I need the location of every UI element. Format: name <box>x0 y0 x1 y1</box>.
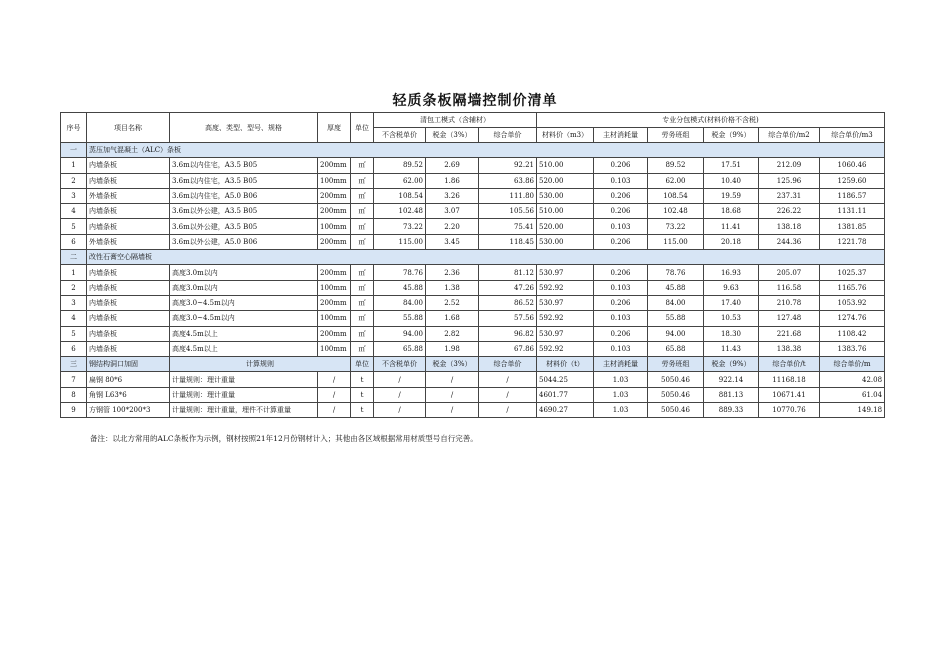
table-cell: 530.00 <box>537 188 594 203</box>
table-row <box>61 188 885 203</box>
table-cell: 3.6m以外公建，A3.5 B05 <box>170 204 318 219</box>
table-cell: 45.88 <box>648 280 704 295</box>
table-cell: 100mm <box>318 173 351 188</box>
table-cell: 内墙条板 <box>87 280 170 295</box>
table-cell: t <box>351 372 374 387</box>
table-cell: 高度3.0m以内 <box>170 265 318 280</box>
table-cell: 111.80 <box>479 188 537 203</box>
header-group-labor: 清包工模式（含辅材） <box>374 113 537 128</box>
table-cell: 108.54 <box>374 188 426 203</box>
table-cell: 计量规则：理计重量 <box>170 387 318 402</box>
table-cell: 592.92 <box>537 341 594 356</box>
table-cell: ㎡ <box>351 173 374 188</box>
table-cell: 6 <box>61 341 87 356</box>
footnote: 备注：以北方常用的ALC条板作为示例，钢材按照21年12月份钢材计入；其他由各区域根据常用材质型号自行完善。 <box>90 434 478 443</box>
table-cell: 高度4.5m以上 <box>170 326 318 341</box>
table-cell: 1.98 <box>426 341 479 356</box>
header-sub: 综合单价 <box>479 128 537 143</box>
section-seq: 三 <box>61 357 87 372</box>
table-cell: 73.22 <box>648 219 704 234</box>
table-cell: 221.68 <box>759 326 820 341</box>
table-row <box>61 326 885 341</box>
table-cell: 20.18 <box>704 234 759 249</box>
table-cell: 200mm <box>318 158 351 173</box>
table-cell: 5 <box>61 326 87 341</box>
table-cell: 3.07 <box>426 204 479 219</box>
table-cell: / <box>374 372 426 387</box>
table-cell: / <box>318 387 351 402</box>
table-cell: 1221.78 <box>820 234 885 249</box>
page-title: 轻质条板隔墙控制价清单 <box>392 93 558 109</box>
table-cell: 1053.92 <box>820 295 885 310</box>
table-cell: 角钢 L63*6 <box>87 387 170 402</box>
table-cell: 84.00 <box>374 295 426 310</box>
table-cell: 205.07 <box>759 265 820 280</box>
table-cell: 244.36 <box>759 234 820 249</box>
table-cell: 内墙条板 <box>87 173 170 188</box>
table-cell: 11168.18 <box>759 372 820 387</box>
section-col-header: 税金（3%） <box>426 357 479 372</box>
table-cell: 内墙条板 <box>87 204 170 219</box>
table-cell: 3.6m以外公建，A5.0 B06 <box>170 234 318 249</box>
table-cell: / <box>479 372 537 387</box>
table-cell: 62.00 <box>648 173 704 188</box>
table-row <box>61 387 885 402</box>
table-cell: 530.00 <box>537 234 594 249</box>
table-cell: t <box>351 387 374 402</box>
table-cell: 11.43 <box>704 341 759 356</box>
table-cell: 3.6m以外公建，A3.5 B05 <box>170 219 318 234</box>
table-row <box>61 204 885 219</box>
table-cell: 高度3.0~4.5m以内 <box>170 311 318 326</box>
table-cell: 55.88 <box>648 311 704 326</box>
table-cell: 高度3.0m以内 <box>170 280 318 295</box>
price-table <box>60 112 885 418</box>
table-cell: / <box>426 403 479 418</box>
table-cell: ㎡ <box>351 265 374 280</box>
header-sub: 综合单价/m3 <box>820 128 885 143</box>
section-col-header: 税金（9%） <box>704 357 759 372</box>
table-cell: / <box>374 387 426 402</box>
table-cell: 2 <box>61 173 87 188</box>
table-cell: ㎡ <box>351 341 374 356</box>
table-cell: 1025.37 <box>820 265 885 280</box>
table-cell: 89.52 <box>648 158 704 173</box>
table-cell: 1.03 <box>594 372 648 387</box>
table-cell: 94.00 <box>648 326 704 341</box>
table-cell: 0.103 <box>594 280 648 295</box>
table-cell: 5044.25 <box>537 372 594 387</box>
table-cell: 200mm <box>318 188 351 203</box>
table-cell: 0.103 <box>594 173 648 188</box>
table-cell: 78.76 <box>648 265 704 280</box>
header-spec: 高度、类型、型号、规格 <box>170 113 318 143</box>
table-cell: 1259.60 <box>820 173 885 188</box>
table-row <box>61 295 885 310</box>
table-cell: 内墙条板 <box>87 326 170 341</box>
table-cell: 0.206 <box>594 295 648 310</box>
table-cell: ㎡ <box>351 188 374 203</box>
table-cell: ㎡ <box>351 219 374 234</box>
section-row <box>61 250 885 265</box>
table-cell: 5050.46 <box>648 387 704 402</box>
section-col-header: 劳务班组 <box>648 357 704 372</box>
table-cell: 10671.41 <box>759 387 820 402</box>
table-cell: ㎡ <box>351 280 374 295</box>
table-cell: 100mm <box>318 219 351 234</box>
table-cell: / <box>479 403 537 418</box>
table-cell: 75.41 <box>479 219 537 234</box>
table-cell: 55.88 <box>374 311 426 326</box>
table-cell: 0.206 <box>594 188 648 203</box>
table-cell: 115.00 <box>374 234 426 249</box>
section-col-header: 主材消耗量 <box>594 357 648 372</box>
table-cell: 1.03 <box>594 403 648 418</box>
table-cell: 方钢管 100*200*3 <box>87 403 170 418</box>
table-cell: 19.59 <box>704 188 759 203</box>
table-cell: 1165.76 <box>820 280 885 295</box>
table-cell: 592.92 <box>537 311 594 326</box>
header-sub: 主材消耗量 <box>594 128 648 143</box>
table-cell: 8 <box>61 387 87 402</box>
table-cell: 1.38 <box>426 280 479 295</box>
table-cell: 2.82 <box>426 326 479 341</box>
table-row <box>61 173 885 188</box>
table-cell: 108.54 <box>648 188 704 203</box>
table-cell: / <box>426 372 479 387</box>
table-cell: 100mm <box>318 341 351 356</box>
table-cell: ㎡ <box>351 158 374 173</box>
header-group-subcontract: 专业分包模式(材料价格不含税) <box>537 113 885 128</box>
table-cell: 1.86 <box>426 173 479 188</box>
table-cell: 3.45 <box>426 234 479 249</box>
table-cell: 125.96 <box>759 173 820 188</box>
table-cell: 18.30 <box>704 326 759 341</box>
table-row <box>61 265 885 280</box>
section-col-header: 材料价（t） <box>537 357 594 372</box>
table-row <box>61 403 885 418</box>
table-cell: ㎡ <box>351 311 374 326</box>
header-thickness: 厚度 <box>318 113 351 143</box>
table-cell: 127.48 <box>759 311 820 326</box>
table-cell: 84.00 <box>648 295 704 310</box>
table-row <box>61 280 885 295</box>
table-cell: 0.206 <box>594 265 648 280</box>
table-cell: 内墙条板 <box>87 158 170 173</box>
header-sub: 材料价（m3） <box>537 128 594 143</box>
table-cell: / <box>318 403 351 418</box>
section-col-header: 综合单价/t <box>759 357 820 372</box>
table-cell: 9 <box>61 403 87 418</box>
section-col-header: 不含税单价 <box>374 357 426 372</box>
table-cell: 73.22 <box>374 219 426 234</box>
table-row <box>61 311 885 326</box>
table-cell: 100mm <box>318 311 351 326</box>
table-cell: 4 <box>61 311 87 326</box>
table-cell: 102.48 <box>648 204 704 219</box>
table-cell: 7 <box>61 372 87 387</box>
table-cell: 61.04 <box>820 387 885 402</box>
table-cell: 889.33 <box>704 403 759 418</box>
table-cell: 63.86 <box>479 173 537 188</box>
section-col-header: 综合单价/m <box>820 357 885 372</box>
table-cell: 200mm <box>318 234 351 249</box>
table-cell: 2.36 <box>426 265 479 280</box>
section-col-header: 综合单价 <box>479 357 537 372</box>
table-cell: 210.78 <box>759 295 820 310</box>
table-cell: 扁钢 80*6 <box>87 372 170 387</box>
table-cell: 86.52 <box>479 295 537 310</box>
table-cell: 149.18 <box>820 403 885 418</box>
table-cell: 1060.46 <box>820 158 885 173</box>
table-cell: 57.56 <box>479 311 537 326</box>
table-cell: 3.6m以内住宅，A3.5 B05 <box>170 158 318 173</box>
table-cell: 内墙条板 <box>87 341 170 356</box>
table-cell: 510.00 <box>537 158 594 173</box>
table-cell: 0.103 <box>594 311 648 326</box>
table-cell: 0.206 <box>594 158 648 173</box>
table-cell: 530.97 <box>537 295 594 310</box>
table-cell: 5050.46 <box>648 403 704 418</box>
header-seq: 序号 <box>61 113 87 143</box>
table-cell: 592.92 <box>537 280 594 295</box>
section-row <box>61 143 885 158</box>
table-cell: 47.26 <box>479 280 537 295</box>
table-cell: 3 <box>61 295 87 310</box>
table-cell: 2.69 <box>426 158 479 173</box>
table-cell: 外墙条板 <box>87 234 170 249</box>
table-cell: 45.88 <box>374 280 426 295</box>
table-row <box>61 219 885 234</box>
table-cell: 1383.76 <box>820 341 885 356</box>
section-label: 蒸压加气混凝土（ALC）条板 <box>87 143 885 158</box>
header-sub: 劳务班组 <box>648 128 704 143</box>
table-cell: 520.00 <box>537 173 594 188</box>
table-cell: ㎡ <box>351 204 374 219</box>
table-cell: 4690.27 <box>537 403 594 418</box>
table-cell: 10770.76 <box>759 403 820 418</box>
table-cell: 530.97 <box>537 265 594 280</box>
table-cell: 3.6m以内住宅，A5.0 B06 <box>170 188 318 203</box>
table-cell: 3.6m以内住宅，A3.5 B05 <box>170 173 318 188</box>
table-cell: 200mm <box>318 265 351 280</box>
table-cell: 1.03 <box>594 387 648 402</box>
table-cell: 3.26 <box>426 188 479 203</box>
table-cell: 1186.57 <box>820 188 885 203</box>
table-cell: 96.82 <box>479 326 537 341</box>
table-cell: 115.00 <box>648 234 704 249</box>
table-cell: 81.12 <box>479 265 537 280</box>
table-cell: 17.40 <box>704 295 759 310</box>
header-sub: 税金（3%） <box>426 128 479 143</box>
table-cell: 102.48 <box>374 204 426 219</box>
table-cell: 138.18 <box>759 219 820 234</box>
table-cell: / <box>318 372 351 387</box>
table-cell: 内墙条板 <box>87 265 170 280</box>
table-cell: 5 <box>61 219 87 234</box>
header-sub: 综合单价/m2 <box>759 128 820 143</box>
section-col-header: 单位 <box>351 357 374 372</box>
table-cell: 10.53 <box>704 311 759 326</box>
table-cell: 内墙条板 <box>87 295 170 310</box>
table-cell: / <box>374 403 426 418</box>
table-cell: 高度3.0~4.5m以内 <box>170 295 318 310</box>
table-cell: 5050.46 <box>648 372 704 387</box>
table-cell: 42.08 <box>820 372 885 387</box>
table-row <box>61 158 885 173</box>
table-cell: 4 <box>61 204 87 219</box>
section-seq: 一 <box>61 143 87 158</box>
table-cell: 1274.76 <box>820 311 885 326</box>
section-seq: 二 <box>61 250 87 265</box>
table-cell: 118.45 <box>479 234 537 249</box>
table-cell: 510.00 <box>537 204 594 219</box>
table-cell: / <box>426 387 479 402</box>
table-cell: / <box>479 387 537 402</box>
table-cell: 17.51 <box>704 158 759 173</box>
table-cell: 89.52 <box>374 158 426 173</box>
table-cell: 11.41 <box>704 219 759 234</box>
table-cell: t <box>351 403 374 418</box>
table-cell: 116.58 <box>759 280 820 295</box>
table-cell: 100mm <box>318 280 351 295</box>
table-cell: 922.14 <box>704 372 759 387</box>
table-cell: 530.97 <box>537 326 594 341</box>
table-cell: 6 <box>61 234 87 249</box>
table-cell: 0.206 <box>594 234 648 249</box>
table-cell: 67.86 <box>479 341 537 356</box>
table-cell: 200mm <box>318 204 351 219</box>
table-cell: 外墙条板 <box>87 188 170 203</box>
section-label: 钢结构洞口加固 <box>87 357 170 372</box>
table-cell: 94.00 <box>374 326 426 341</box>
table-cell: 1 <box>61 265 87 280</box>
header-name: 项目名称 <box>87 113 170 143</box>
table-cell: 237.31 <box>759 188 820 203</box>
table-row <box>61 341 885 356</box>
table-row <box>61 372 885 387</box>
table-cell: 1108.42 <box>820 326 885 341</box>
table-cell: ㎡ <box>351 234 374 249</box>
header-sub: 税金（9%） <box>704 128 759 143</box>
header-sub: 不含税单价 <box>374 128 426 143</box>
table-cell: 3 <box>61 188 87 203</box>
table-cell: 内墙条板 <box>87 219 170 234</box>
table-cell: 520.00 <box>537 219 594 234</box>
table-cell: 200mm <box>318 295 351 310</box>
table-cell: 2 <box>61 280 87 295</box>
table-cell: 200mm <box>318 326 351 341</box>
table-cell: 4601.77 <box>537 387 594 402</box>
table-cell: 0.103 <box>594 219 648 234</box>
table-cell: 226.22 <box>759 204 820 219</box>
table-cell: 881.13 <box>704 387 759 402</box>
table-cell: 高度4.5m以上 <box>170 341 318 356</box>
table-cell: 65.88 <box>374 341 426 356</box>
table-cell: 62.00 <box>374 173 426 188</box>
table-cell: ㎡ <box>351 295 374 310</box>
table-cell: 65.88 <box>648 341 704 356</box>
table-cell: 1131.11 <box>820 204 885 219</box>
table-cell: 92.21 <box>479 158 537 173</box>
table-cell: 1 <box>61 158 87 173</box>
table-row <box>61 234 885 249</box>
table-cell: 2.20 <box>426 219 479 234</box>
table-cell: 内墙条板 <box>87 311 170 326</box>
table-cell: 0.206 <box>594 204 648 219</box>
table-cell: 0.103 <box>594 341 648 356</box>
table-cell: 计量规则：理计重量 <box>170 372 318 387</box>
table-cell: 1.68 <box>426 311 479 326</box>
header-unit: 单位 <box>351 113 374 143</box>
table-cell: 计量规则：理计重量，埋件不计算重量 <box>170 403 318 418</box>
section-row <box>61 357 885 372</box>
table-cell: 105.56 <box>479 204 537 219</box>
table-cell: 9.63 <box>704 280 759 295</box>
table-cell: 2.52 <box>426 295 479 310</box>
table-cell: 1381.85 <box>820 219 885 234</box>
table-cell: 16.93 <box>704 265 759 280</box>
table-cell: 78.76 <box>374 265 426 280</box>
table-cell: 10.40 <box>704 173 759 188</box>
table-cell: ㎡ <box>351 326 374 341</box>
table-cell: 138.38 <box>759 341 820 356</box>
table-cell: 18.68 <box>704 204 759 219</box>
section-label: 改性石膏空心隔墙板 <box>87 250 885 265</box>
section-col-header: 计算规则 <box>170 357 351 372</box>
table-cell: 212.09 <box>759 158 820 173</box>
table-cell: 0.206 <box>594 326 648 341</box>
